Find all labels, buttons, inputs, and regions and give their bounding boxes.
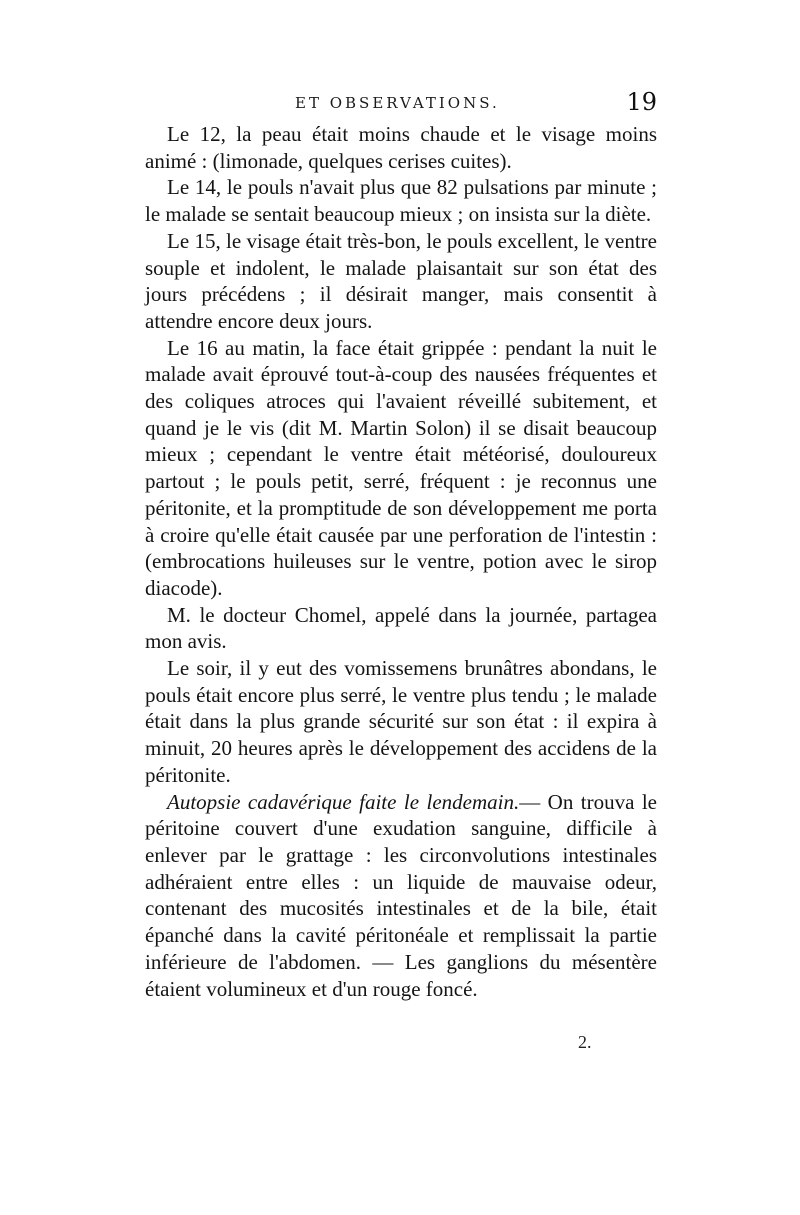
autopsy-paragraph [145,789,657,1003]
paragraph: M. le docteur Chomel, appelé dans la journée, partagea mon avis. [145,602,657,654]
paragraph: Le 12, la peau était moins chaude et le visage moins animé : (limonade, quelques cerises cuites). [145,122,657,173]
page-number: 19 [626,88,657,116]
paragraph: Le soir, il y eut des vomissemens brunâtres abondans, le pouls était encore plus serré, le ventre plus tendu ; le malade était dans la plus grande sécurité sur son état : il expira à minuit, 20 heures après le développement des accidens de la péritonite. [145,656,657,787]
page-header [145,88,657,118]
running-title: ET OBSERVATIONS. [295,94,500,112]
signature-mark: 2. [578,1032,592,1052]
autopsy-heading: Autopsie cadavérique faite le lendemain. [167,789,520,814]
body-text [145,121,657,1002]
autopsy-text: — On trouva le péritoine couvert d'une exudation sanguine, difficile à enlever par le grattage : les circonvolutions intestinales adhéraient entre elles : un liquide de mauvaise odeur, contenant des mucosités intestinales et de la bile, était épanché dans la cavité péritonéale et remplissait la partie inférieure de l'abdomen. — Les ganglions du mésentère étaient volumineux et d'un rouge foncé. [145,789,657,1001]
paragraph: Le 15, le visage était très-bon, le pouls excellent, le ventre souple et indolent, le malade plaisantait sur son état des jours précédens ; il désirait manger, mais consentit à attendre encore deux jours. [145,228,657,333]
paragraph: Le 14, le pouls n'avait plus que 82 pulsations par minute ; le malade se sentait beaucoup mieux ; on insista sur la diète. [145,175,657,227]
paragraph: Le 16 au matin, la face était grippée : pendant la nuit le malade avait éprouvé tout-à-coup des nausées fréquentes et des coliques atroces qui l'avaient réveillé subitement, et quand je le vis (dit M. Martin Solon) il se disait beaucoup mieux ; cependant le ventre était météorisé, douloureux partout ; le pouls petit, serré, fréquent : je reconnus une péritonite, et la promptitude de son développement me porta à croire qu'elle était causée par une perforation de l'intestin : (embrocations huileuses sur le ventre, potion avec le sirop diacode). [145,335,657,600]
